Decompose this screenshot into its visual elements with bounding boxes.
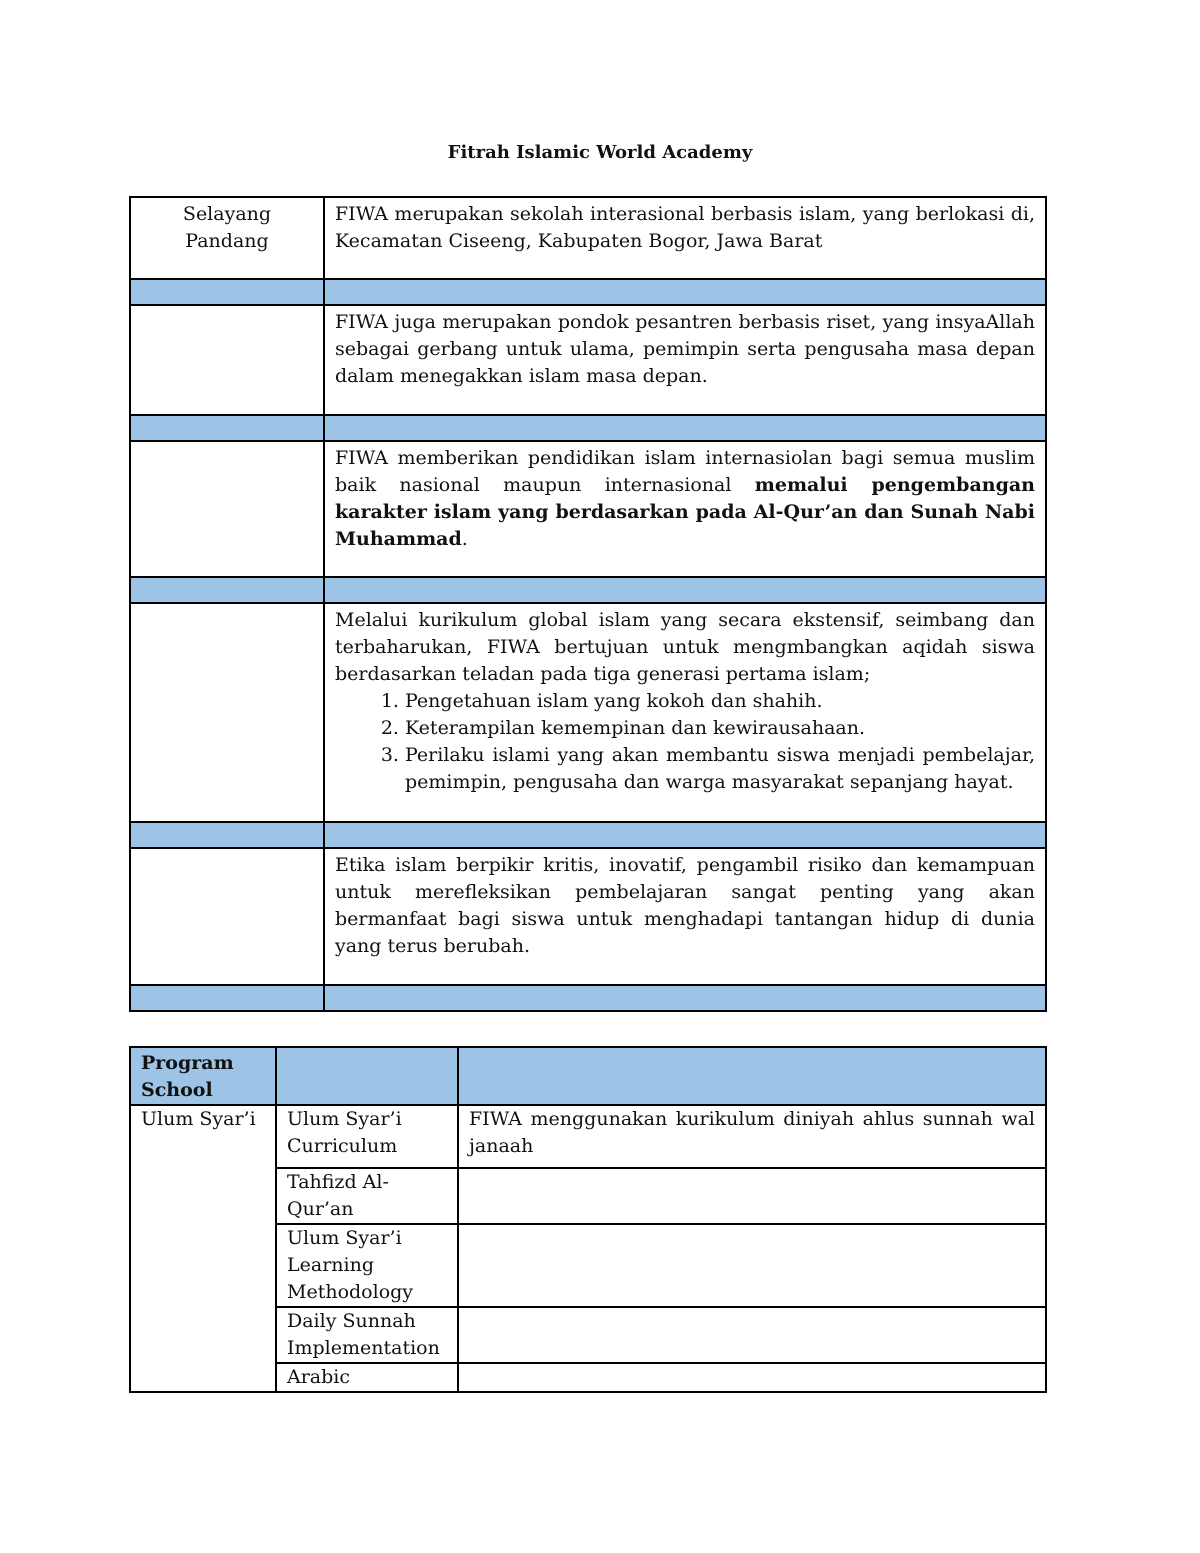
separator-row [130, 415, 1046, 441]
program-desc: FIWA menggunakan kurikulum diniyah ahlus sunnah wal janaah [458, 1105, 1046, 1168]
table-row [130, 197, 1046, 279]
row-label: Selayang Pandang [130, 197, 324, 279]
program-name: Ulum Syar’i Curriculum [276, 1105, 458, 1168]
header-row [130, 1047, 1046, 1105]
list-item: 1. Pengetahuan islam yang kokoh dan shahih. [405, 688, 1035, 715]
table-row [130, 441, 1046, 577]
overview-table [129, 196, 1047, 1012]
group-label: Ulum Syar’i [130, 1105, 276, 1392]
row-content [324, 603, 1046, 822]
row-label [130, 603, 324, 822]
list-item: 3. Perilaku islami yang akan membantu siswa menjadi pembelajar, pemimpin, pengusaha dan warga masyarakat sepanjang hayat. [405, 742, 1035, 796]
goals-intro: Melalui kurikulum global islam yang secara ekstensif, seimbang dan terbaharukan, FIWA bertujuan untuk mengmbangkan aqidah siswa berdasarkan teladan pada tiga generasi pertama islam; [335, 609, 1035, 685]
program-desc [458, 1363, 1046, 1392]
separator-row [130, 577, 1046, 603]
header-cell [276, 1047, 458, 1105]
program-desc [458, 1168, 1046, 1224]
table-row [130, 1105, 1046, 1168]
separator-row [130, 822, 1046, 848]
row-content: FIWA merupakan sekolah interasional berbasis islam, yang berlokasi di, Kecamatan Ciseeng, Kabupaten Bogor, Jawa Barat [324, 197, 1046, 279]
goals-list [335, 688, 1035, 796]
separator-row [130, 985, 1046, 1011]
list-item: 2. Keterampilan kemempinan dan kewirausahaan. [405, 715, 1035, 742]
table-row [130, 603, 1046, 822]
table-row [130, 848, 1046, 985]
row-label [130, 848, 324, 985]
program-desc [458, 1307, 1046, 1363]
program-table [129, 1046, 1047, 1393]
row-content: FIWA memberikan pendidikan islam internasiolan bagi semua muslim baik nasional maupun internasional memalui pengembangan karakter islam yang berdasarkan pada Al-Qur’an dan Sunah Nabi Muhammad. [324, 441, 1046, 577]
table-row [130, 305, 1046, 415]
row-content: Etika islam berpikir kritis, inovatif, pengambil risiko dan kemampuan untuk merefleksikan pembelajaran sangat penting yang akan bermanfaat bagi siswa untuk menghadapi tantangan hidup di dunia yang terus berubah. [324, 848, 1046, 985]
program-name: Daily Sunnah Implementation [276, 1307, 458, 1363]
row-label [130, 305, 324, 415]
header-cell [458, 1047, 1046, 1105]
program-desc [458, 1224, 1046, 1307]
row-content: FIWA juga merupakan pondok pesantren berbasis riset, yang insyaAllah sebagai gerbang untuk ulama, pemimpin serta pengusaha masa depan dalam menegakkan islam masa depan. [324, 305, 1046, 415]
header-cell: Program School [130, 1047, 276, 1105]
row-label [130, 441, 324, 577]
program-name: Tahfizd Al-Qur’an [276, 1168, 458, 1224]
program-name: Arabic [276, 1363, 458, 1392]
program-name: Ulum Syar’i Learning Methodology [276, 1224, 458, 1307]
document-title: Fitrah Islamic World Academy [447, 142, 753, 163]
separator-row [130, 279, 1046, 305]
